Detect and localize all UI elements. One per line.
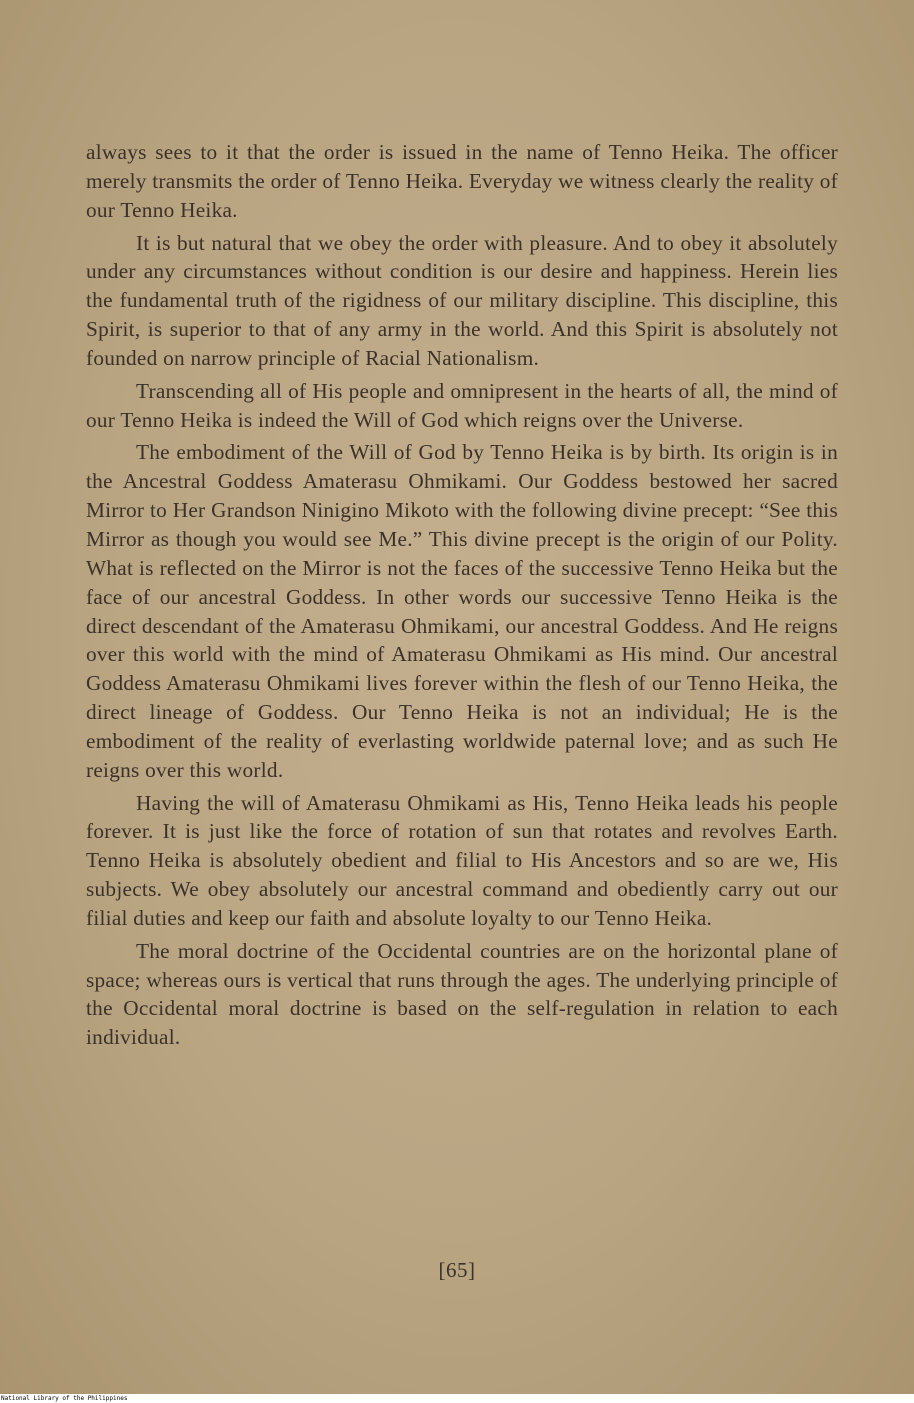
paragraph-1: always sees to it that the order is issued in the name of Tenno Heika. The officer merely transmits the order of Tenno Heika. Everyday we witness clearly the reality of our Tenno Heika. — [86, 140, 838, 222]
footer-bar — [0, 1394, 914, 1403]
page-body-text — [86, 138, 838, 1056]
paragraph-2: It is but natural that we obey the order with pleasure. And to obey it absolutely under any circumstances without condition is our desire and happiness. Herein lies the fundamental truth of the rigidness of our military discipline. This discipline, this Spirit, is superior to that of any army in the world. And this Spirit is absolutely not founded on narrow principle of Racial Nationalism. — [86, 230, 838, 370]
paragraph-6: The moral doctrine of the Occidental countries are on the horizontal plane of space; whereas ours is vertical that runs through the ages. The underlying principle of the Occidental moral doctrine is based on the self-regulation in relation to each individual. — [86, 938, 838, 1050]
paragraph-4: The embodiment of the Will of God by Tenno Heika is by birth. Its origin is in the Ancestral Goddess Amaterasu Ohmikami. Our Goddess bestowed her sacred Mirror to Her Grandson Ninigino Mikoto with the following divine precept: “See this Mirror as though you would see Me.” This divine precept is the origin of our Polity. What is reflected on the Mirror is not the faces of the successive Tenno Heika but the face of our ancestral Goddess. In other words our successive Tenno Heika is the direct descendant of the Amaterasu Ohmikami, our ancestral Goddess. And He reigns over this world with the mind of Amaterasu Ohmikami as His mind. Our ancestral Goddess Amaterasu Ohmikami lives forever within the flesh of our Tenno Heika, the direct lineage of Goddess. Our Tenno Heika is not an individual; He is the embodiment of the reality of everlasting worldwide paternal love; and as such He reigns over this world. — [86, 440, 838, 782]
footer-credit: National Library of the Philippines — [1, 1395, 128, 1402]
page-number: [65] — [438, 1258, 476, 1282]
paragraph-3: Transcending all of His people and omnipresent in the hearts of all, the mind of our Tenno Heika is indeed the Will of God which reigns over the Universe. — [86, 378, 838, 432]
paragraph-5: Having the will of Amaterasu Ohmikami as His, Tenno Heika leads his people forever. It is just like the force of rotation of sun that rotates and revolves Earth. Tenno Heika is absolutely obedient and filial to His Ancestors and so are we, His subjects. We obey absolutely our ancestral command and obediently carry out our filial duties and keep our faith and absolute loyalty to our Tenno Heika. — [86, 790, 838, 930]
